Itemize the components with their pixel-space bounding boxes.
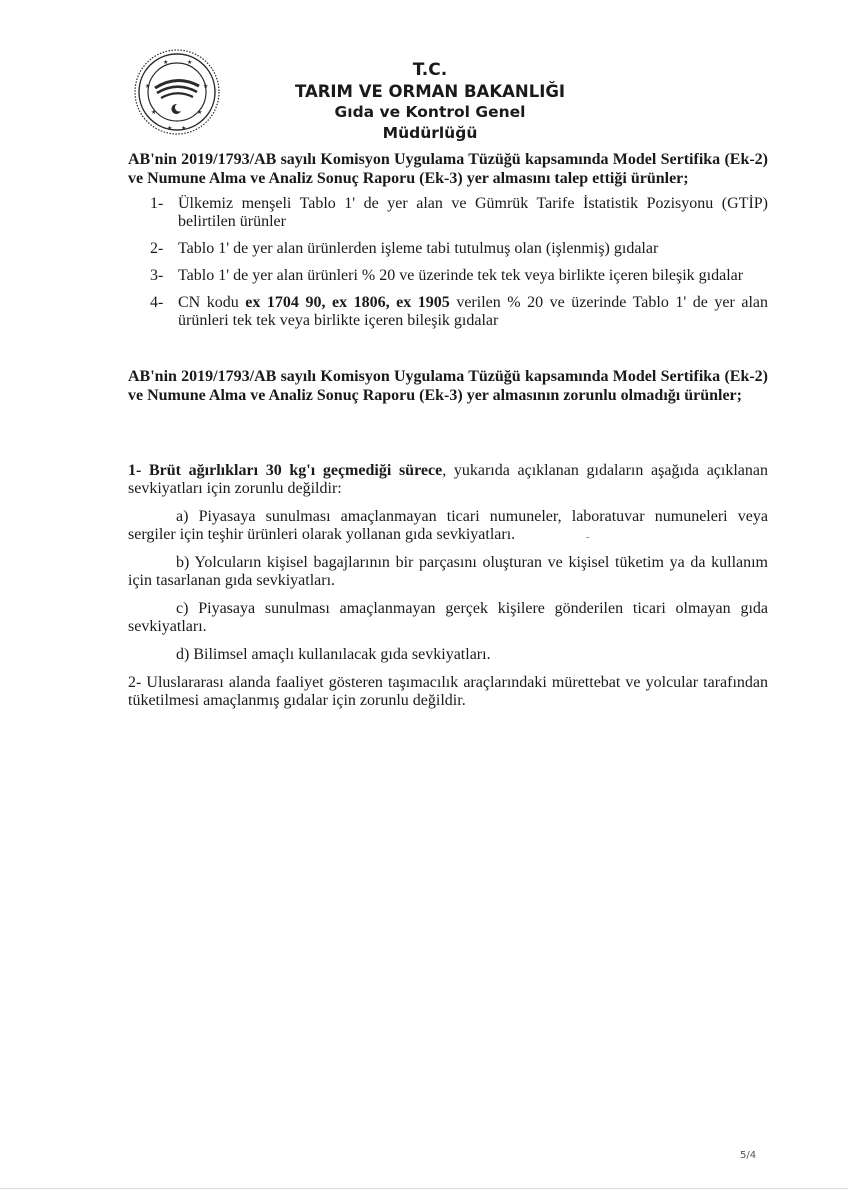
svg-text:★: ★ xyxy=(145,83,151,90)
subitem-a: a) Piyasaya sunulması amaçlanmayan ticari numuneler, laboratuvar numuneleri veya sergiler için teşhir ürünleri olarak yollanan gıda sevkiyatları. xyxy=(128,508,768,543)
svg-text:★: ★ xyxy=(203,83,209,90)
list-item: 4- CN kodu ex 1704 90, ex 1806, ex 1905 verilen % 20 ve üzerinde Tablo 1' de yer alan ürünleri tek tek veya birlikte içeren bileşik gıdalar xyxy=(150,294,769,329)
header-tc: T.C. xyxy=(412,60,448,80)
section-required-products xyxy=(128,150,768,330)
required-products-list xyxy=(128,195,768,330)
section1-heading: AB'nin 2019/1793/AB sayılı Komisyon Uygulama Tüzüğü kapsamında Model Sertifika (Ek-2) ve Numune Alma ve Analiz Sonuç Raporu (Ek-3) yer almasını talep ettiği ürünler; xyxy=(128,151,768,187)
page-number: 5/4 xyxy=(740,1150,757,1161)
header-directorate: Gıda ve Kontrol Genel Müdürlüğü xyxy=(334,103,526,142)
letterhead xyxy=(290,60,570,144)
bottom-rule xyxy=(0,1188,848,1189)
subitem-c: c) Piyasaya sunulması amaçlanmayan gerçek kişilere gönderilen ticari olmayan gıda sevkiyatları. xyxy=(128,600,768,635)
list-item: 3- Tablo 1' de yer alan ürünleri % 20 ve üzerinde tek tek veya birlikte içeren bileşik gıdalar xyxy=(150,267,744,284)
exemption-point-2: 2- Uluslararası alanda faaliyet gösteren taşımacılık araçlarındaki mürettebat ve yolcular tarafından tüketilmesi amaçlanmış gıdalar için zorunlu değildir. xyxy=(128,674,768,709)
header-ministry: TARIM VE ORMAN BAKANLIĞI xyxy=(294,82,566,101)
svg-text:★: ★ xyxy=(151,109,157,116)
exemption-point-1: 1- Brüt ağırlıkları 30 kg'ı geçmediği sürece, yukarıda açıklanan gıdaların aşağıda açıklanan sevkiyatları için zorunlu değildir: a) Piyasaya sunulması amaçlanmayan ticari numuneler, laboratuvar numuneleri veya sergiler için teşhir ürünleri olarak yollanan gıda sevkiyatları. b) Yolcuların kişisel bagajlarının bir parçasını oluşturan ve kişisel tüketim ya da kullanım için tasarlanan gıda sevkiyatları. c) Piyasaya sunulması amaçlanmayan gerçek kişilere gönderilen ticari olmayan gıda sevkiyatları. d) Bilimsel amaçlı kullanılacak gıda sevkiyatları. 2- Uluslararası alanda faaliyet gösteren taşımacılık araçlarındaki mürettebat ve yolcular tarafından tüketilmesi amaçlanmış gıdalar için zorunlu değildir. xyxy=(128,462,768,709)
ministry-seal-icon xyxy=(133,48,221,136)
scan-speck xyxy=(586,537,589,538)
svg-text:★: ★ xyxy=(197,109,203,116)
subitem-d: d) Bilimsel amaçlı kullanılacak gıda sevkiyatları. xyxy=(176,646,491,663)
list-item: 1- Ülkemiz menşeli Tablo 1' de yer alan ve Gümrük Tarife İstatistik Pozisyonu (GTİP) belirtilen ürünler xyxy=(150,195,768,230)
svg-text:★: ★ xyxy=(181,125,187,132)
section-exempt-products xyxy=(128,367,768,405)
svg-text:★: ★ xyxy=(163,59,169,66)
subitem-b: b) Yolcuların kişisel bagajlarının bir parçasını oluşturan ve kişisel tüketim ya da kullanım için tasarlanan gıda sevkiyatları. xyxy=(128,554,768,589)
weight-limit-text: 1- Brüt ağırlıkları 30 kg'ı geçmediği sürece xyxy=(128,462,443,479)
svg-text:★: ★ xyxy=(187,59,193,66)
svg-text:★: ★ xyxy=(167,125,173,132)
section2-heading: AB'nin 2019/1793/AB sayılı Komisyon Uygulama Tüzüğü kapsamında Model Sertifika (Ek-2) ve Numune Alma ve Analiz Sonuç Raporu (Ek-3) yer almasının zorunlu olmadığı ürünler; xyxy=(128,368,768,404)
list-item: 2- Tablo 1' de yer alan ürünlerden işleme tabi tutulmuş olan (işlenmiş) gıdalar xyxy=(150,240,659,257)
cn-codes: ex 1704 90, ex 1806, ex 1905 xyxy=(245,294,450,311)
